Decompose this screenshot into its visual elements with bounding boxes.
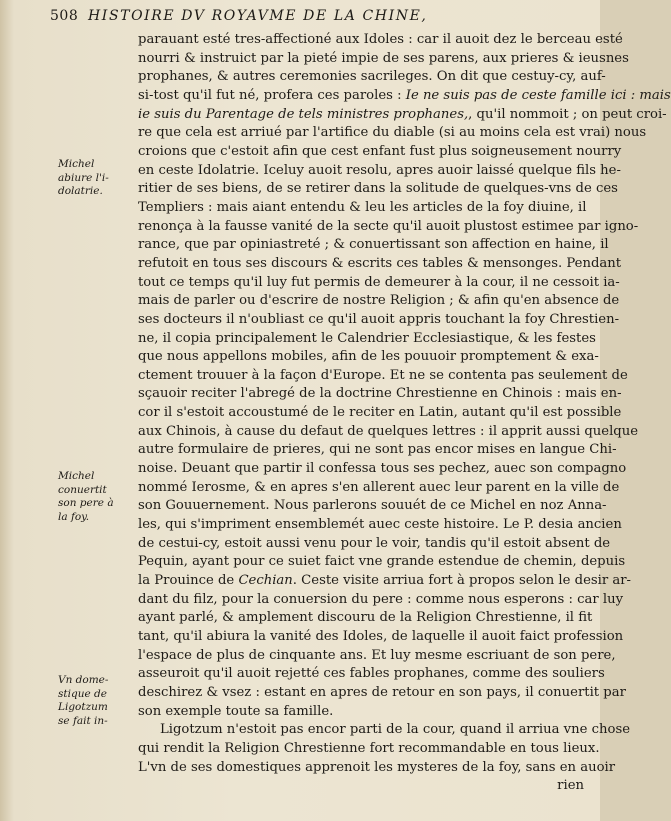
text-line: son Gouuernement. Nous parlerons souuét de ce Michel en noz Anna- — [138, 498, 607, 514]
text-segment: la Prouince de — [138, 573, 235, 589]
text-line: prophanes, & autres ceremonies sacrileges. On dit que cestuy-cy, auf- — [138, 69, 606, 85]
text-line: deschirez & vsez : estant en apres de retour en son pays, il conuertit par — [138, 684, 626, 700]
italic-quote: ie suis du Parentage de tels ministres prophanes, — [138, 106, 469, 122]
margin-note-line: Michel — [58, 470, 95, 482]
text-line: re que cela est arriué par l'artifice du diable (si au moins cela est vrai) nous — [138, 125, 647, 141]
catchword: rien — [557, 778, 584, 794]
text-line: ctement trouuer à la façon d'Europe. Et ne se contenta pas seulement de — [138, 367, 628, 383]
margin-note-line: dolatrie. — [58, 185, 103, 197]
page-header — [50, 8, 585, 28]
text-line: nourri & instruict par la pieté impie de ses parens, aux prieres & ieusnes — [138, 50, 629, 66]
text-line: Templiers : mais aiant entendu & leu les articles de la foy diuine, il — [138, 199, 587, 215]
text-segment: si-tost qu'il fut né, profera ces paroles : — [138, 87, 402, 103]
text-line: rance, que par opiniastreté ; & conuertissant son affection en haine, il — [138, 237, 609, 253]
text-segment: , qu'il nommoit ; on peut croi- — [468, 106, 667, 122]
text-line: Ligotzum n'estoit pas encor parti de la cour, quand il arriua vne chose — [160, 722, 631, 738]
body-text — [138, 31, 671, 796]
text-line: son exemple toute sa famille. — [138, 703, 334, 719]
text-line: sçauoir reciter l'abregé de la doctrine Chrestienne en Chinois : mais en- — [138, 386, 622, 402]
text-line — [138, 87, 671, 106]
text-line: ne, il copia principalement le Calendrier Ecclesiastique, & les festes — [138, 330, 596, 346]
text-line: ritier de ses biens, de se retirer dans la solitude de quelques-vns de ces — [138, 181, 618, 197]
text-line: qui rendit la Religion Chrestienne fort recommandable en tous lieux. — [138, 740, 600, 756]
text-line: L'vn de ses domestiques apprenoit les mysteres de la foy, sans en auoir — [138, 759, 616, 775]
text-line: les, qui s'impriment ensemblemét auec ceste histoire. Le P. desia ancien — [138, 517, 622, 533]
margin-note — [58, 674, 134, 728]
text-line: en ceste Idolatrie. Iceluy auoit resolu, apres auoir laissé quelque fils he- — [138, 162, 621, 178]
text-line: asseuroit qu'il auoit rejetté ces fables prophanes, comme des souliers — [138, 666, 605, 682]
text-line: autre formulaire de prieres, qui ne sont pas encor mises en langue Chi- — [138, 442, 617, 458]
text-line: tant, qu'il abiura la vanité des Idoles, de laquelle il auoit faict profession — [138, 629, 624, 644]
text-line: ses docteurs il n'oubliast ce qu'il auoit appris touchant la foy Chrestien- — [138, 311, 620, 327]
margin-note-line: Vn dome- — [58, 674, 109, 686]
text-line: dant du filz, pour la conuersion du pere : comme nous esperons : car luy — [138, 591, 624, 607]
text-line: de cestui-cy, estoit aussi venu pour le voir, tandis qu'il estoit absent de — [138, 535, 611, 551]
page-number: 508 — [50, 8, 79, 24]
text-line: cor il s'estoit accoustumé de le reciter en Latin, autant qu'il est possible — [138, 405, 622, 421]
running-title: HISTOIRE DV ROYAVME DE LA CHINE, — [88, 8, 428, 24]
text-line: croions que c'estoit afin que cest enfant fust plus soigneusement nourry — [138, 143, 622, 159]
text-segment: . Ceste visite arriua fort à propos selon le desir ar- — [292, 573, 631, 589]
text-line: tout ce temps qu'il luy fut permis de demeurer à la cour, il ne cessoit ia- — [138, 274, 620, 290]
text-line: l'espace de plus de cinquante ans. Et luy mesme escriuant de son pere, — [138, 647, 616, 663]
margin-note-line: Ligotzum — [58, 701, 108, 713]
text-line: mais de parler ou d'escrire de nostre Religion ; & afin qu'en absence de — [138, 293, 620, 309]
margin-note-line: stique de — [58, 687, 107, 700]
text-line — [138, 572, 631, 591]
text-line: que nous appellons mobiles, afin de les pouuoir promptement & exa- — [138, 349, 599, 365]
margin-note — [58, 470, 134, 524]
margin-note-line: son pere à — [58, 497, 114, 509]
margin-note-line: se fait in- — [58, 714, 108, 727]
text-line: Pequin, ayant pour ce suiet faict vne grande estendue de chemin, depuis — [138, 554, 626, 570]
margin-note-line: Michel — [58, 158, 95, 170]
margin-note-line: la foy. — [58, 510, 90, 523]
text-line: nommé Ierosme, & en apres s'en allerent auec leur parent en la ville de — [138, 479, 620, 495]
italic-place-name: Cechian — [238, 573, 293, 589]
text-line: aux Chinois, à cause du defaut de quelques lettres : il apprit aussi quelque — [138, 423, 639, 439]
text-line — [138, 106, 667, 125]
text-line: parauant esté tres-affectioné aux Idoles : car il auoit dez le berceau esté — [138, 32, 623, 47]
margin-note-line: conuertit — [58, 483, 107, 496]
margin-note — [58, 158, 134, 199]
text-line: ayant parlé, & amplement discouru de la Religion Chrestienne, il fit — [138, 610, 593, 626]
italic-quote: Ie ne suis pas de ceste famille ici : mais — [405, 87, 671, 103]
text-line: noise. Deuant que partir il confessa tous ses pechez, auec son compagno — [138, 461, 627, 477]
margin-note-line: abiure l'i- — [58, 171, 109, 184]
text-line: refutoit en tous ses discours & escrits ces tables & mensonges. Pendant — [138, 255, 622, 271]
text-line: renonça à la fausse vanité de la secte qu'il auoit plustost estimee par igno- — [138, 218, 639, 234]
